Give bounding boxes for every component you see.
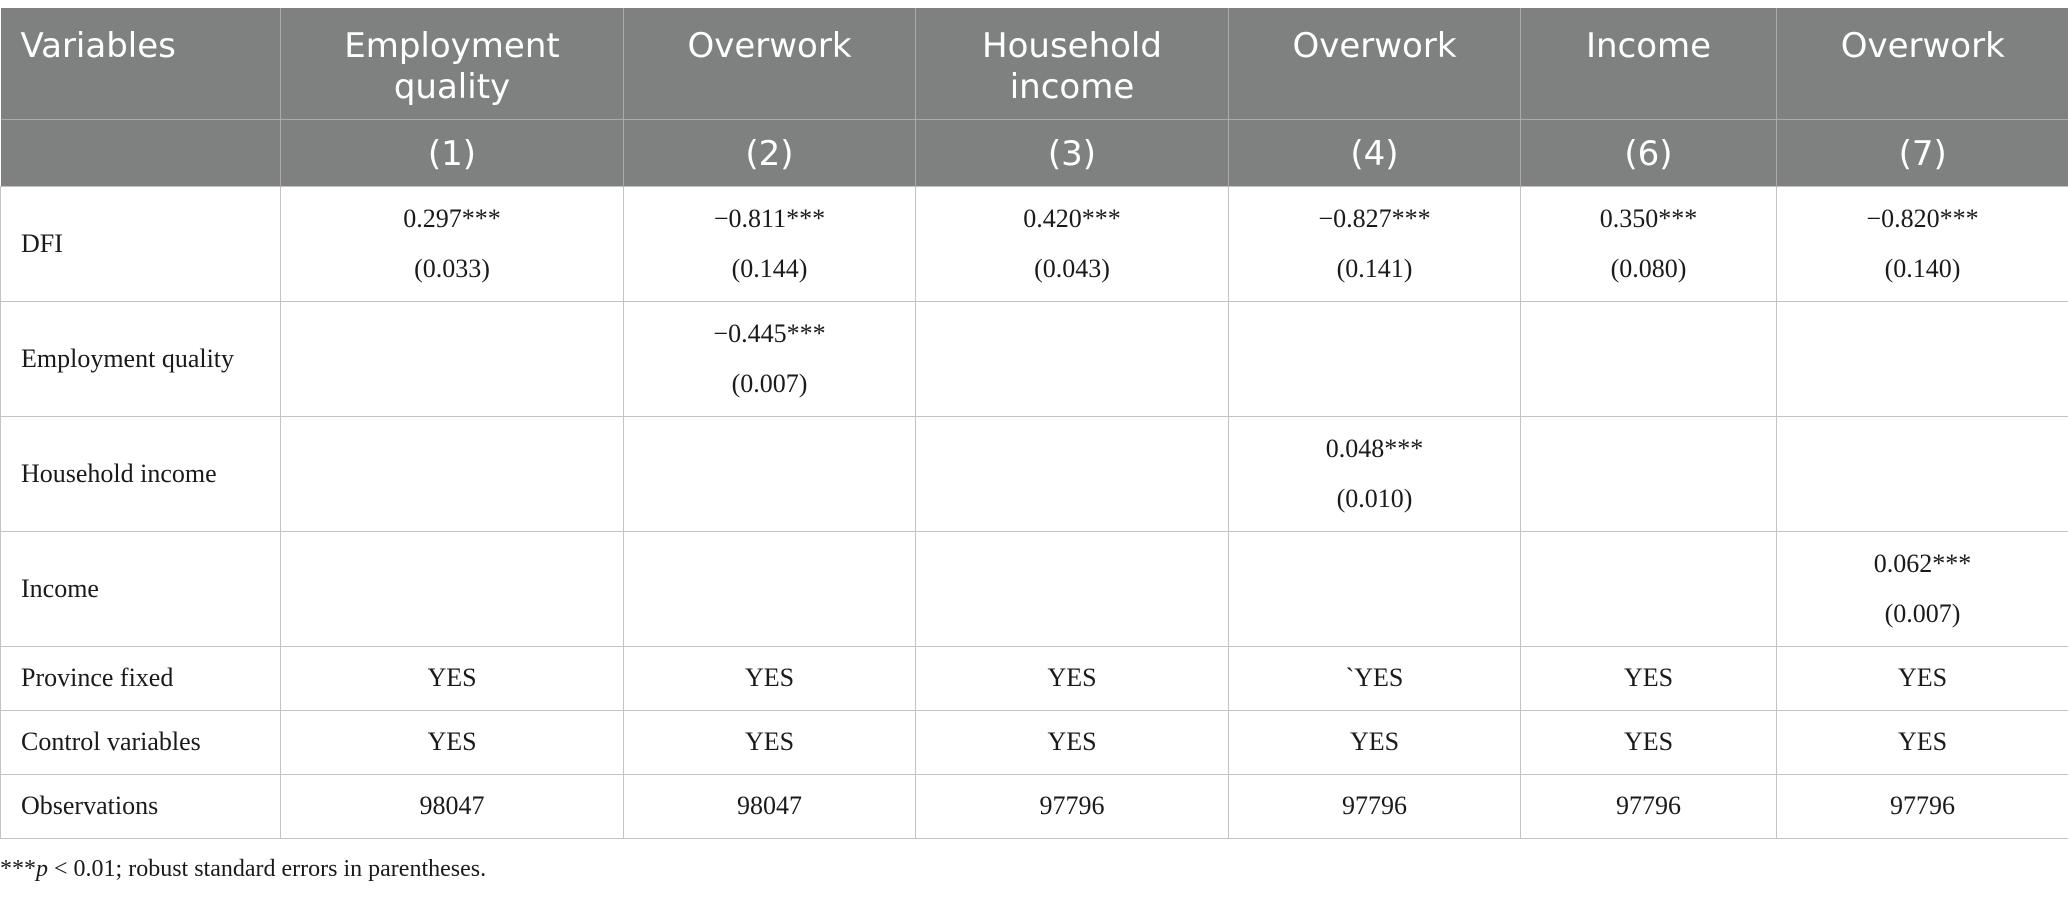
table-cell: `YES [1229, 646, 1521, 710]
table-cell [281, 416, 624, 531]
table-row-control-variables [1, 710, 2068, 774]
table-cell [1777, 301, 2068, 416]
header-household-income: Household income [916, 8, 1229, 119]
row-label: Province fixed [1, 646, 281, 710]
table-cell [1229, 301, 1521, 416]
table-cell [281, 531, 624, 646]
table-cell [1229, 531, 1521, 646]
row-label: Employment quality [1, 301, 281, 416]
row-label: Observations [1, 774, 281, 838]
table-cell: YES [1521, 646, 1777, 710]
header-overwork: Overwork [1229, 8, 1521, 119]
table-cell [1229, 416, 1521, 531]
table-cell [1521, 531, 1777, 646]
standard-error: (0.007) [731, 368, 808, 398]
table-cell: 98047 [624, 774, 916, 838]
header-column-number [1, 119, 281, 186]
standard-error: (0.140) [1884, 253, 1961, 283]
standard-error: (0.010) [1336, 483, 1413, 513]
table-cell: YES [1521, 710, 1777, 774]
coefficient: 0.420*** [1023, 203, 1121, 233]
table-header [1, 8, 2068, 186]
header-column-number: (4) [1229, 119, 1521, 186]
header-row-variables [1, 8, 2068, 119]
table-cell [1521, 416, 1777, 531]
coefficient: 0.062*** [1873, 548, 1972, 578]
row-label: DFI [1, 186, 281, 301]
table-cell [916, 416, 1229, 531]
table-cell [1777, 186, 2068, 301]
table-cell [624, 301, 916, 416]
table-cell: YES [1777, 646, 2068, 710]
table-cell: YES [1777, 710, 2068, 774]
table-row-observations [1, 774, 2068, 838]
table-cell: YES [281, 646, 624, 710]
table-cell: YES [624, 710, 916, 774]
footnote-stars: *** [0, 856, 36, 882]
row-label: Household income [1, 416, 281, 531]
regression-table-container [0, 8, 2068, 839]
table-row-employment-quality [1, 301, 2068, 416]
table-cell: YES [916, 710, 1229, 774]
table-cell: 98047 [281, 774, 624, 838]
header-column-number: (7) [1777, 119, 2068, 186]
header-overwork: Overwork [624, 8, 916, 119]
standard-error: (0.007) [1884, 598, 1961, 628]
table-cell [1229, 186, 1521, 301]
row-label: Control variables [1, 710, 281, 774]
header-income: Income [1521, 8, 1777, 119]
table-cell [1521, 186, 1777, 301]
coefficient: −0.811*** [713, 203, 826, 233]
header-variables: Variables [1, 8, 281, 119]
header-overwork: Overwork [1777, 8, 2068, 119]
standard-error: (0.144) [731, 253, 808, 283]
table-row-province-fixed [1, 646, 2068, 710]
standard-error: (0.033) [414, 253, 490, 283]
table-cell [624, 416, 916, 531]
table-row-income [1, 531, 2068, 646]
table-cell: YES [1229, 710, 1521, 774]
table-cell [916, 531, 1229, 646]
table-cell: 97796 [1229, 774, 1521, 838]
coefficient: 0.048*** [1325, 433, 1424, 463]
table-cell [281, 186, 624, 301]
coefficient: −0.827*** [1318, 203, 1431, 233]
header-column-number: (2) [624, 119, 916, 186]
table-footnote [0, 856, 486, 883]
header-employment-quality: Employment quality [281, 8, 624, 119]
table-cell [1521, 301, 1777, 416]
standard-error: (0.043) [1034, 253, 1110, 283]
table-cell: 97796 [916, 774, 1229, 838]
table-cell: 97796 [1777, 774, 2068, 838]
regression-table [0, 8, 2068, 839]
table-row-household-income [1, 416, 2068, 531]
footnote-p-symbol: p [36, 856, 48, 882]
table-cell: YES [916, 646, 1229, 710]
table-cell [916, 186, 1229, 301]
table-body [1, 186, 2068, 838]
table-cell [624, 531, 916, 646]
header-column-number: (3) [916, 119, 1229, 186]
standard-error: (0.141) [1336, 253, 1413, 283]
header-column-number: (1) [281, 119, 624, 186]
table-cell: YES [624, 646, 916, 710]
table-cell [1777, 416, 2068, 531]
coefficient: 0.350*** [1599, 203, 1698, 233]
coefficient: −0.820*** [1866, 203, 1979, 233]
coefficient: −0.445*** [713, 318, 826, 348]
table-row-dfi [1, 186, 2068, 301]
row-label: Income [1, 531, 281, 646]
standard-error: (0.080) [1610, 253, 1687, 283]
table-cell [624, 186, 916, 301]
footnote-text: < 0.01; robust standard errors in parentheses. [48, 856, 487, 882]
table-cell [916, 301, 1229, 416]
table-cell [1777, 531, 2068, 646]
header-row-column-numbers [1, 119, 2068, 186]
table-cell: 97796 [1521, 774, 1777, 838]
header-column-number: (6) [1521, 119, 1777, 186]
table-cell [281, 301, 624, 416]
table-cell: YES [281, 710, 624, 774]
coefficient: 0.297*** [403, 203, 501, 233]
